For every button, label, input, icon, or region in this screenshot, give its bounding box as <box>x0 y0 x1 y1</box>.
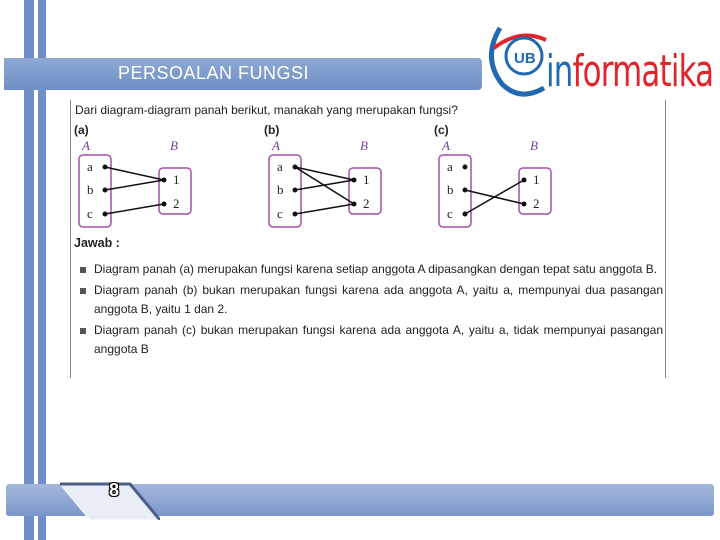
answer-item: Diagram panah (b) bukan merupakan fungsi karena ada anggota A, yaitu a, mempunyai dua pasangan anggota B, yaitu 1 dan 2. <box>79 281 663 320</box>
mapping-arrow <box>105 204 164 214</box>
codomain-point <box>352 202 357 207</box>
set-a-label: A <box>272 138 280 153</box>
domain-point <box>103 165 108 170</box>
svg-text:UB: UB <box>514 50 536 67</box>
answer-item: Diagram panah (c) bukan merupakan fungsi karena ada anggota A, yaitu a, tidak mempunyai pasangan anggota B <box>79 321 663 360</box>
mapping-arrow <box>105 180 164 190</box>
set-b-label: B <box>360 138 368 153</box>
answer-list <box>79 260 663 361</box>
arrow-diagrams <box>71 120 665 235</box>
domain-element: b <box>87 182 94 197</box>
content-panel <box>70 100 666 378</box>
domain-point <box>293 188 298 193</box>
domain-element: a <box>277 159 283 174</box>
domain-element: b <box>447 182 454 197</box>
question-text: Dari diagram-diagram panah berikut, manakah yang merupakan fungsi? <box>75 103 458 117</box>
domain-point <box>103 188 108 193</box>
diagram-label: (a) <box>74 123 89 137</box>
domain-element: b <box>277 182 284 197</box>
mapping-arrow <box>295 180 354 190</box>
codomain-element: 1 <box>363 172 370 187</box>
set-a-label: A <box>82 138 90 153</box>
answer-heading: Jawab : <box>74 236 120 250</box>
codomain-element: 1 <box>173 172 180 187</box>
domain-element: a <box>87 159 93 174</box>
slide-title: PERSOALAN FUNGSI <box>118 63 310 83</box>
domain-element: c <box>277 206 283 221</box>
codomain-element: 2 <box>533 196 540 211</box>
domain-point <box>463 165 468 170</box>
set-b-label: B <box>530 138 538 153</box>
domain-point <box>463 212 468 217</box>
page-number: 8 <box>108 480 119 500</box>
mapping-arrow <box>295 167 354 180</box>
domain-element: c <box>447 206 453 221</box>
set-a-label: A <box>442 138 450 153</box>
codomain-element: 2 <box>173 196 180 211</box>
domain-point <box>463 188 468 193</box>
codomain-point <box>162 178 167 183</box>
mapping-arrow <box>105 167 164 180</box>
answer-item: Diagram panah (a) merupakan fungsi karena setiap anggota A dipasangkan dengan tepat satu anggota B. <box>79 260 663 280</box>
domain-point <box>293 212 298 217</box>
domain-element: a <box>447 159 453 174</box>
codomain-point <box>352 178 357 183</box>
domain-element: c <box>87 206 93 221</box>
set-b-label: B <box>170 138 178 153</box>
mapping-arrow <box>295 204 354 214</box>
domain-point <box>293 165 298 170</box>
codomain-element: 1 <box>533 172 540 187</box>
logo-wordmark: informatika <box>546 46 714 97</box>
domain-point <box>103 212 108 217</box>
diagram-label: (c) <box>434 123 449 137</box>
diagram-label: (b) <box>264 123 280 137</box>
codomain-element: 2 <box>363 196 370 211</box>
codomain-point <box>162 202 167 207</box>
codomain-point <box>522 178 527 183</box>
mapping-arrow <box>465 180 524 214</box>
codomain-point <box>522 202 527 207</box>
